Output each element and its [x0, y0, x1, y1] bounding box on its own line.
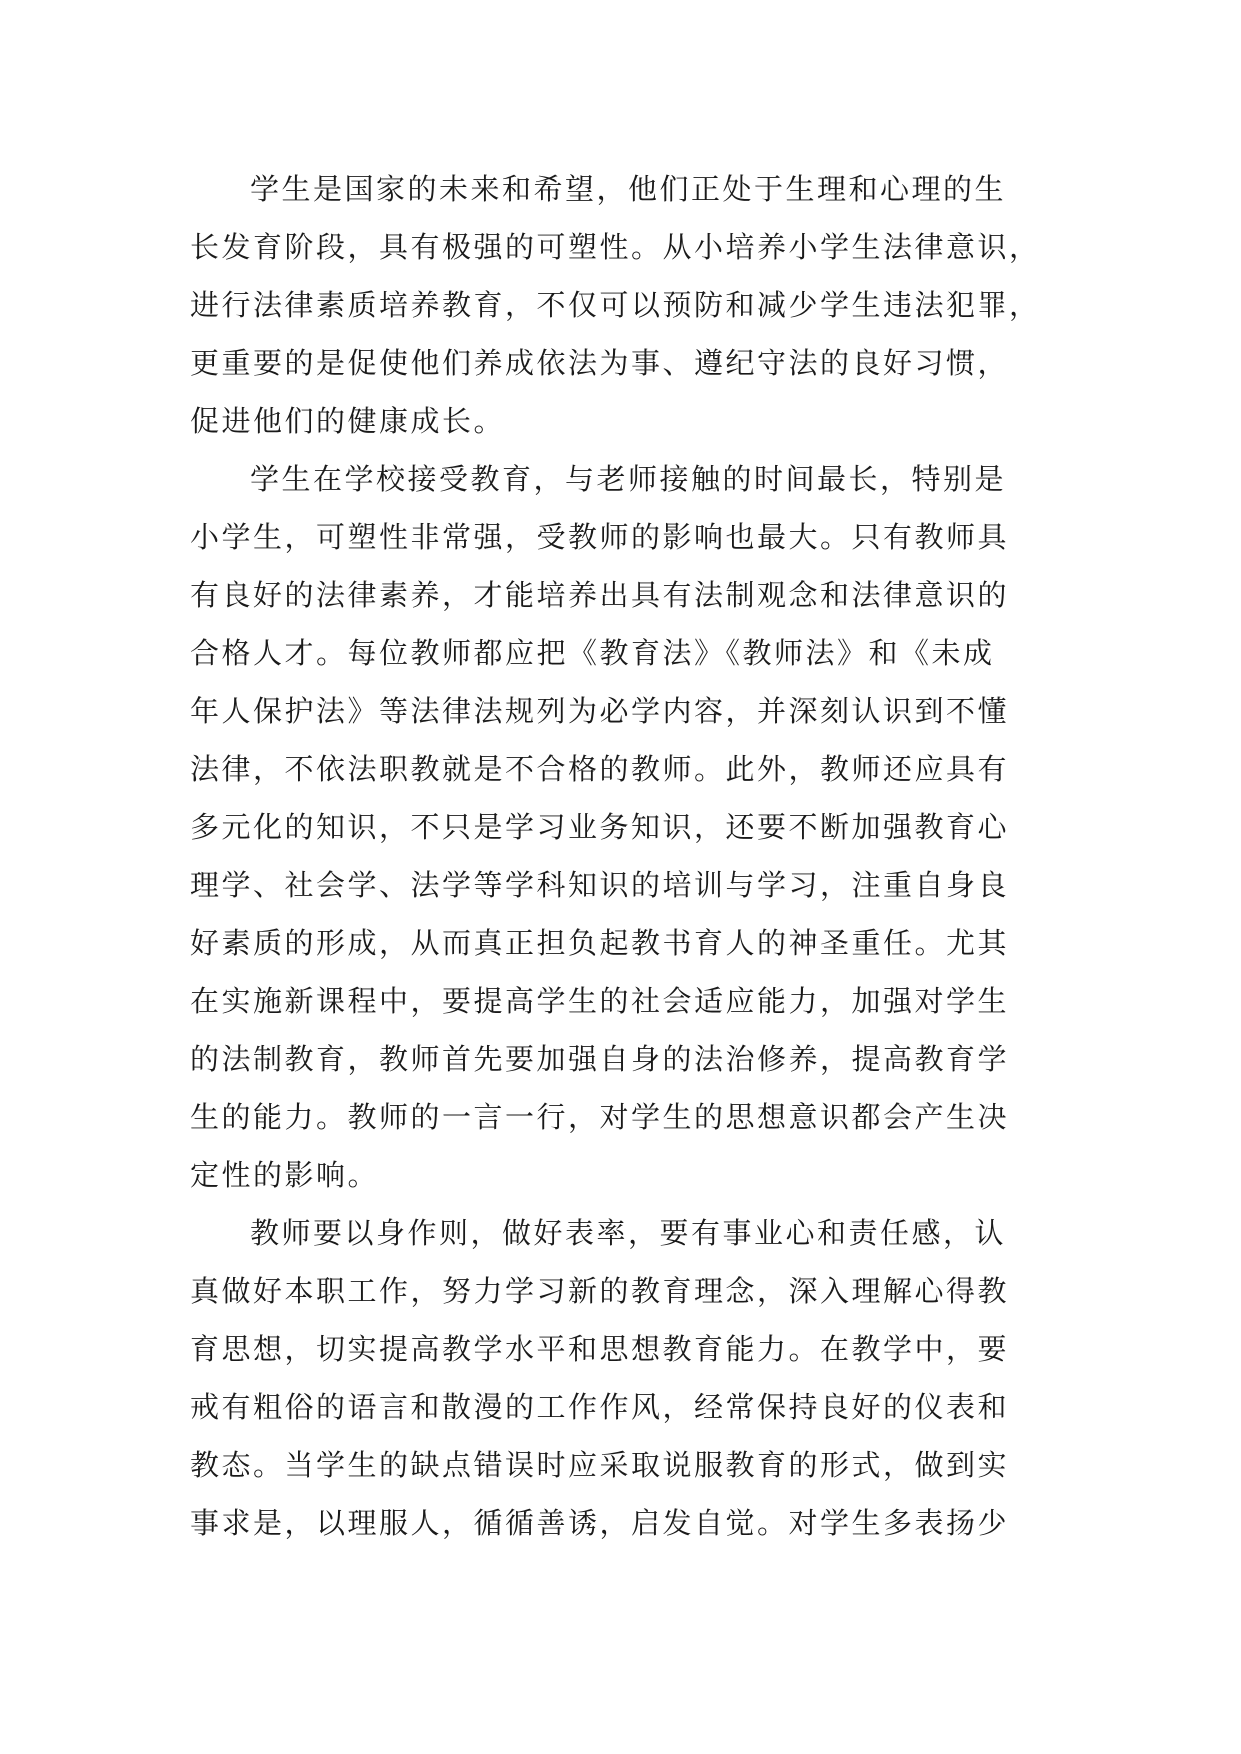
paragraph-line: 合格人才。每位教师都应把《教育法》《教师法》和《未成 — [190, 636, 995, 670]
paragraph-line: 事求是，以理服人，循循善诱，启发自觉。对学生多表扬少 — [190, 1506, 1010, 1540]
paragraph-line: 在实施新课程中，要提高学生的社会适应能力，加强对学生 — [190, 984, 1010, 1018]
paragraph-line: 的法制教育，教师首先要加强自身的法治修养，提高教育学 — [190, 1042, 1010, 1076]
document-body — [190, 160, 1070, 1552]
paragraph-3 — [190, 1204, 1070, 1552]
paragraph-line: 长发育阶段，具有极强的可塑性。从小培养小学生法律意识， — [190, 230, 1041, 264]
paragraph-line: 学生在学校接受教育，与老师接触的时间最长，特别是 — [250, 462, 1007, 496]
paragraph-2 — [190, 450, 1070, 1204]
paragraph-line: 年人保护法》等法律法规列为必学内容，并深刻认识到不懂 — [190, 694, 1010, 728]
paragraph-line: 生的能力。教师的一言一行，对学生的思想意识都会产生决 — [190, 1100, 1010, 1134]
paragraph-line: 小学生，可塑性非常强，受教师的影响也最大。只有教师具 — [190, 520, 1010, 554]
paragraph-line: 进行法律素质培养教育，不仅可以预防和减少学生违法犯罪， — [190, 288, 1041, 322]
paragraph-line: 更重要的是促使他们养成依法为事、遵纪守法的良好习惯， — [190, 346, 1010, 380]
paragraph-line: 真做好本职工作，努力学习新的教育理念，深入理解心得教 — [190, 1274, 1010, 1308]
paragraph-line: 教态。当学生的缺点错误时应采取说服教育的形式，做到实 — [190, 1448, 1010, 1482]
paragraph-line: 多元化的知识，不只是学习业务知识，还要不断加强教育心 — [190, 810, 1010, 844]
paragraph-line: 理学、社会学、法学等学科知识的培训与学习，注重自身良 — [190, 868, 1010, 902]
paragraph-line: 法律，不依法职教就是不合格的教师。此外，教师还应具有 — [190, 752, 1010, 786]
paragraph-line: 戒有粗俗的语言和散漫的工作作风，经常保持良好的仪表和 — [190, 1390, 1010, 1424]
paragraph-line: 教师要以身作则，做好表率，要有事业心和责任感，认 — [250, 1216, 1007, 1250]
paragraph-line: 促进他们的健康成长。 — [190, 404, 506, 438]
paragraph-line: 定性的影响。 — [190, 1158, 380, 1192]
paragraph-1 — [190, 160, 1070, 450]
paragraph-line: 育思想，切实提高教学水平和思想教育能力。在教学中，要 — [190, 1332, 1010, 1366]
paragraph-line: 好素质的形成，从而真正担负起教书育人的神圣重任。尤其 — [190, 926, 1010, 960]
paragraph-line: 有良好的法律素养，才能培养出具有法制观念和法律意识的 — [190, 578, 1010, 612]
paragraph-line: 学生是国家的未来和希望，他们正处于生理和心理的生 — [250, 172, 1007, 206]
